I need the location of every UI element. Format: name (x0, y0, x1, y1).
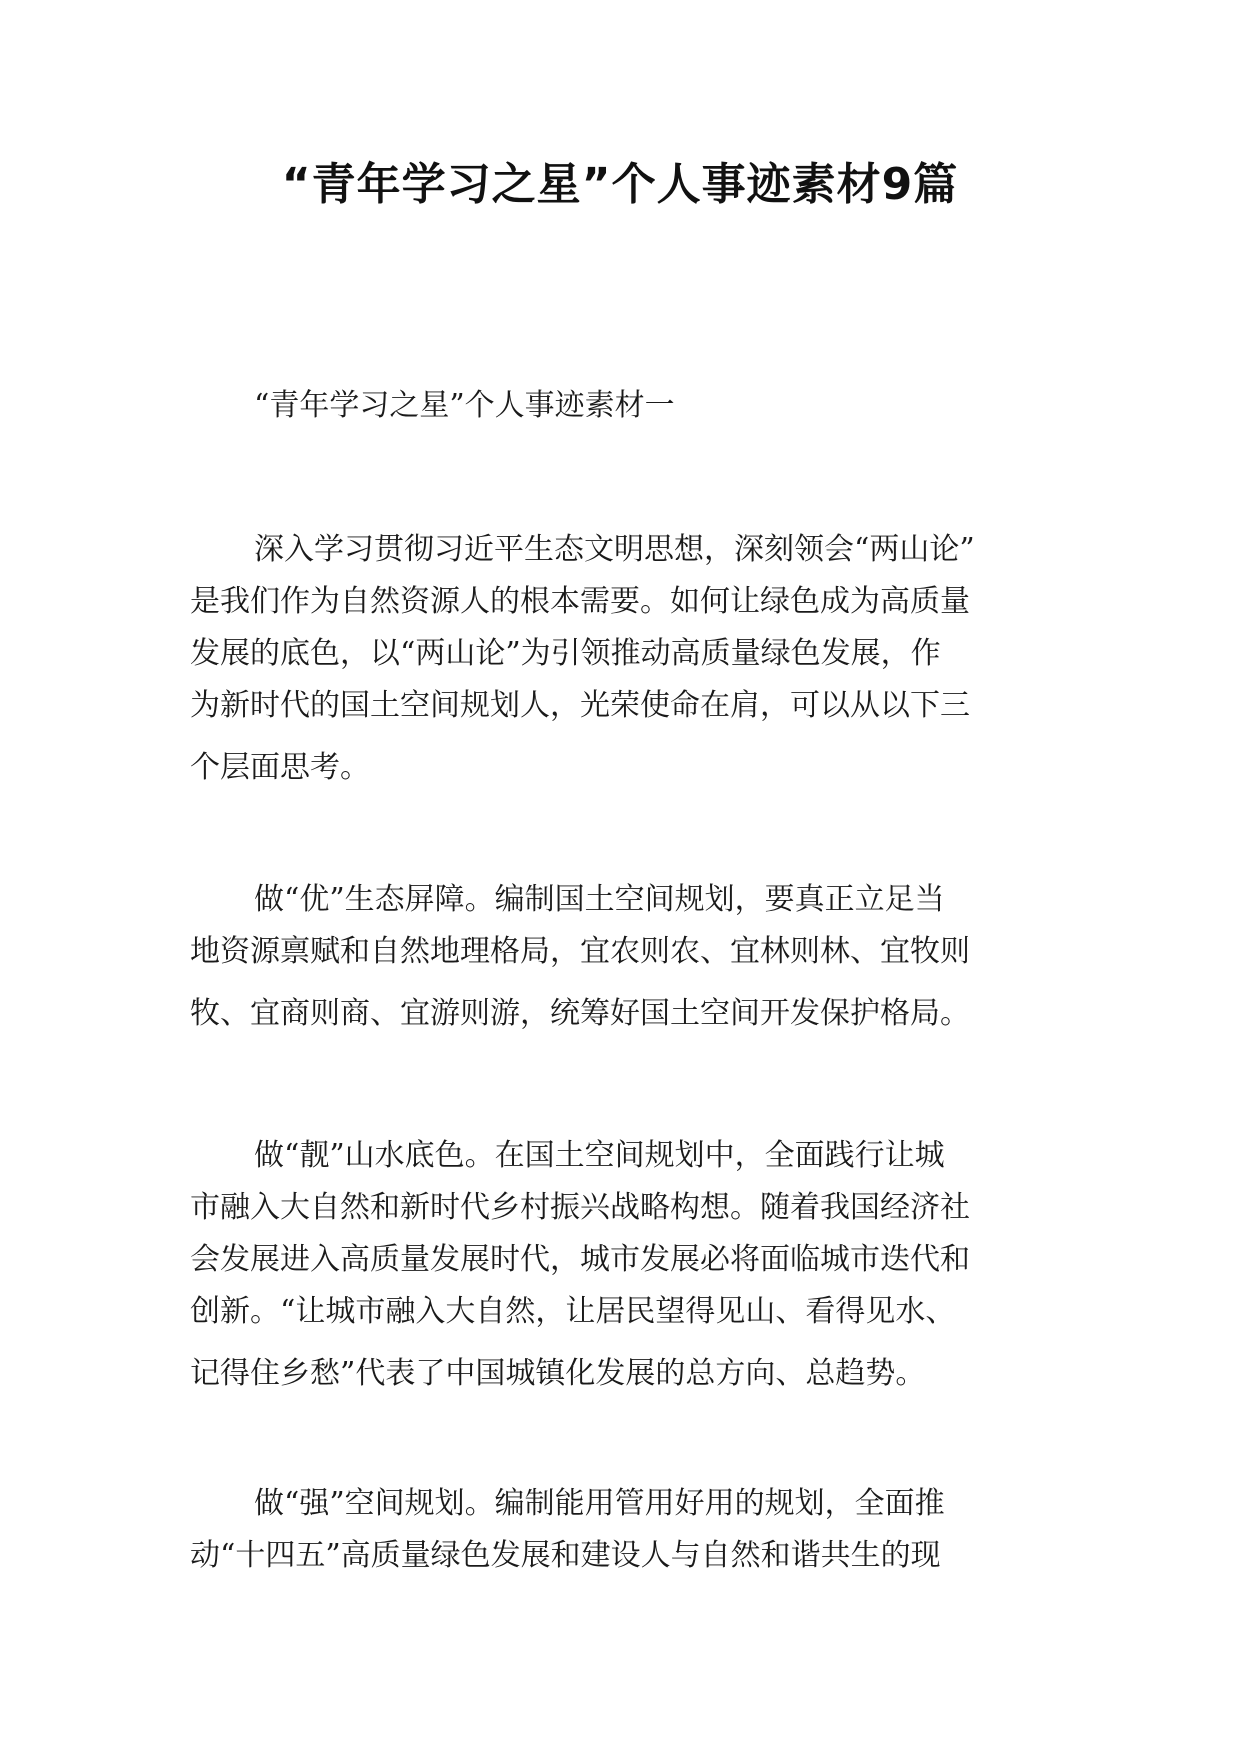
paragraph-line: 做“靓”山水底色。在国土空间规划中，全面践行让城 (254, 1138, 945, 1173)
paragraph-3 (190, 1130, 1050, 1400)
paragraph-2 (190, 874, 1050, 1040)
paragraph-line: 深入学习贯彻习近平生态文明思想，深刻领会“两山论” (254, 532, 975, 567)
section-heading (190, 380, 1050, 432)
paragraph-line: 牧、宜商则商、宜游则游，统筹好国土空间开发保护格局。 (190, 996, 970, 1031)
paragraph-line: 为新时代的国土空间规划人，光荣使命在肩，可以从以下三 (190, 688, 970, 723)
paragraph-line: 发展的底色，以“两山论”为引领推动高质量绿色发展，作 (190, 636, 941, 671)
paragraph-line: 动“十四五”高质量绿色发展和建设人与自然和谐共生的现 (190, 1538, 941, 1573)
paragraph-4 (190, 1478, 1050, 1582)
paragraph-1 (190, 524, 1050, 794)
paragraph-line: 地资源禀赋和自然地理格局，宜农则农、宜林则林、宜牧则 (190, 934, 970, 969)
paragraph-line: 创新。“让城市融入大自然，让居民望得见山、看得见水、 (190, 1294, 956, 1329)
section-heading-text: “青年学习之星”个人事迹素材一 (254, 388, 675, 423)
paragraph-line: 做“优”生态屏障。编制国土空间规划，要真正立足当 (254, 882, 945, 917)
document-title: “青年学习之星”个人事迹素材9篇 (281, 159, 959, 210)
paragraph-line: 个层面思考。 (190, 750, 370, 785)
paragraph-line: 做“强”空间规划。编制能用管用好用的规划，全面推 (254, 1486, 945, 1521)
paragraph-line: 会发展进入高质量发展时代，城市发展必将面临城市迭代和 (190, 1242, 970, 1277)
paragraph-line: 是我们作为自然资源人的根本需要。如何让绿色成为高质量 (190, 584, 970, 619)
paragraph-line: 市融入大自然和新时代乡村振兴战略构想。随着我国经济社 (190, 1190, 970, 1225)
paragraph-line: 记得住乡愁”代表了中国城镇化发展的总方向、总趋势。 (190, 1356, 926, 1391)
